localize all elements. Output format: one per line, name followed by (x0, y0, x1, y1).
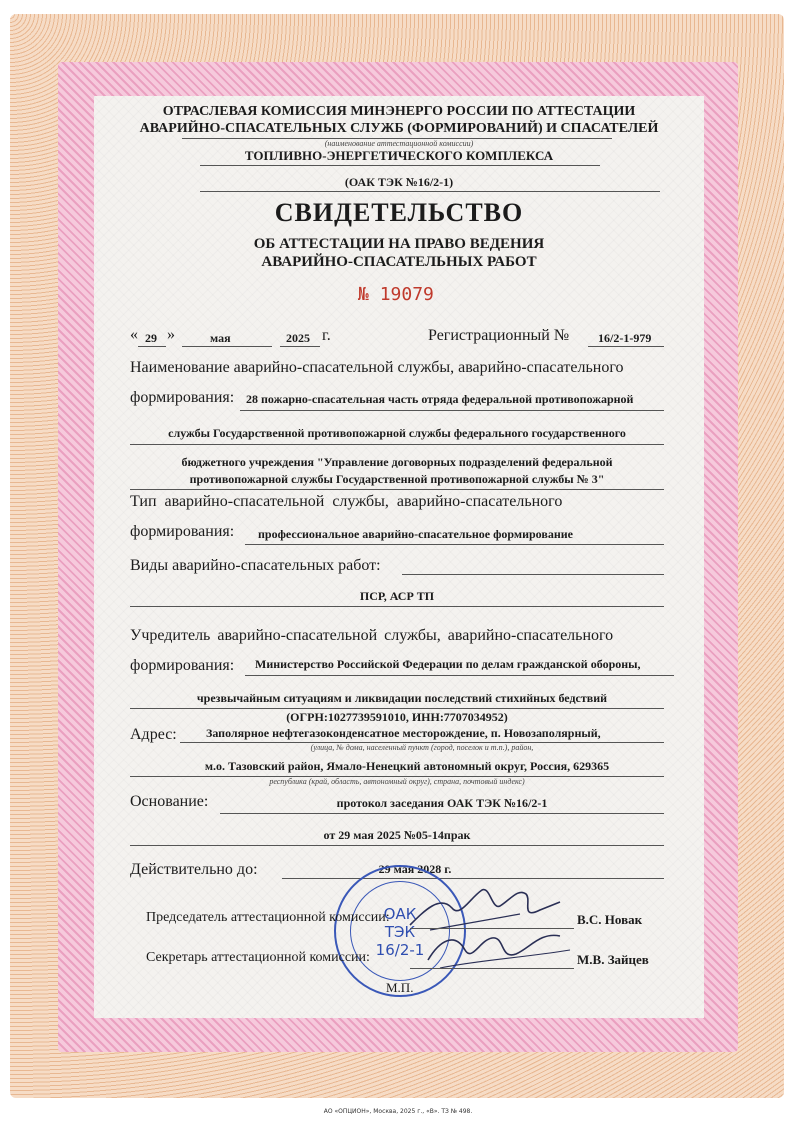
secretary-signature (420, 920, 580, 980)
founder-value-line-2: чрезвычайным ситуациям и ликвидации последствий стихийных бедствий (196, 691, 608, 705)
founder-value-line-3: (ОГРН:1027739591010, ИНН:7707034952) (286, 710, 508, 724)
stamp-line-1: ОАК (383, 905, 417, 923)
founder-underline-1 (245, 675, 674, 676)
date-year-underline (280, 346, 320, 347)
valid-label: Действительно до: (130, 861, 258, 878)
type-underline (245, 544, 664, 545)
code-underline (200, 191, 660, 192)
name-value-line-2: службы Государственной противопожарной службы федерального государственного (168, 426, 626, 440)
registration-label: Регистрационный № (428, 327, 570, 344)
header-line-1: ОТРАСЛЕВАЯ КОМИССИЯ МИНЭНЕРГО РОССИИ ПО АТТЕСТАЦИИ (162, 104, 636, 119)
number-sign: № (358, 284, 369, 305)
date-year-suffix: г. (322, 327, 331, 344)
address-hint-1: (улица, № дома, населенный пункт (город, поселок и т.п.), район, (310, 743, 534, 752)
stamp-line-2: ТЭК (384, 923, 416, 941)
name-value-line-3: бюджетного учреждения "Управление договорных подразделений федеральной (181, 455, 613, 469)
secretary-label: Секретарь аттестационной комиссии: (146, 950, 370, 965)
secretary-underline (410, 968, 574, 969)
date-day-underline (138, 346, 166, 347)
name-value-line-1: 28 пожарно-спасательная часть отряда федеральной противопожарной (246, 392, 634, 406)
date-month-underline (182, 346, 272, 347)
header-line-3: ТОПЛИВНО-ЭНЕРГЕТИЧЕСКОГО КОМПЛЕКСА (244, 148, 554, 163)
basis-label: Основание: (130, 793, 209, 810)
date-open-quote: « (130, 326, 138, 343)
founder-value-line-1: Министерство Российской Федерации по делам гражданской обороны, (255, 657, 641, 671)
date-close-quote: » (167, 326, 175, 343)
stamp-line-3: 16/2-1 (375, 941, 425, 959)
works-label: Виды аварийно-спасательных работ: (130, 557, 381, 574)
name-label-1: Наименование аварийно-спасательной службы, аварийно-спасательного (130, 359, 624, 376)
name-value-line-4: противопожарной службы Государственной противопожарной службы № 3" (189, 472, 605, 486)
header-line-2: АВАРИЙНО-СПАСАТЕЛЬНЫХ СЛУЖБ (ФОРМИРОВАНИЙ) И СПАСАТЕЛЕЙ (139, 121, 659, 136)
registration-underline (588, 346, 664, 347)
printer-imprint: АО «ОПЦИОН», Москва, 2025 г., «В». ТЗ № 498. (323, 1108, 473, 1115)
header-line-3-underline (200, 165, 600, 166)
name-underline-2 (130, 444, 664, 445)
name-underline-1 (240, 410, 664, 411)
number-value: 19079 (379, 284, 434, 305)
type-value: профессиональное аварийно-спасательное формирование (258, 527, 573, 541)
date-day: 29 (145, 331, 157, 345)
founder-underline-2 (130, 708, 664, 709)
registration-value: 16/2-1-979 (598, 331, 652, 345)
address-value-line-2: м.о. Тазовский район, Ямало-Ненецкий автономный округ, Россия, 629365 (204, 759, 610, 773)
type-label-2: формирования: (130, 523, 235, 540)
basis-value-line-1: протокол заседания ОАК ТЭК №16/2-1 (336, 796, 548, 810)
certificate-number (358, 284, 434, 305)
date-year: 2025 (286, 331, 310, 345)
valid-underline (282, 878, 664, 879)
address-value-line-1: Заполярное нефтегазоконденсатное месторождение, п. Новозаполярный, (206, 726, 601, 740)
date-month: мая (210, 331, 231, 345)
name-underline-3 (130, 489, 664, 490)
header-hint: (наименование аттестационной комиссии) (324, 139, 474, 148)
works-underline-2 (130, 606, 664, 607)
valid-value: 29 мая 2028 г. (378, 862, 452, 876)
basis-underline-2 (130, 845, 664, 846)
founder-label-1: Учредитель аварийно-спасательной службы, аварийно-спасательного (130, 627, 614, 644)
commission-code: (ОАК ТЭК №16/2-1) (344, 175, 454, 189)
certificate-subtitle-2: АВАРИЙНО-СПАСАТЕЛЬНЫХ РАБОТ (261, 254, 537, 270)
founder-label-2: формирования: (130, 657, 235, 674)
type-label-1: Тип аварийно-спасательной службы, аварийно-спасательного (130, 493, 563, 510)
works-underline-1 (402, 574, 664, 575)
address-label: Адрес: (130, 726, 177, 743)
works-value: ПСР, АСР ТП (359, 589, 435, 603)
name-label-2: формирования: (130, 389, 235, 406)
secretary-name: М.В. Зайцев (577, 952, 649, 967)
basis-underline-1 (220, 813, 664, 814)
address-hint-2: республика (край, область, автономный округ), страна, почтовый индекс) (269, 777, 525, 786)
chairman-label: Председатель аттестационной комиссии: (146, 910, 390, 925)
stamp-place-mark: М.П. (386, 980, 414, 995)
chairman-name: В.С. Новак (577, 912, 643, 927)
certificate-subtitle-1: ОБ АТТЕСТАЦИИ НА ПРАВО ВЕДЕНИЯ (253, 236, 545, 252)
certificate-title: СВИДЕТЕЛЬСТВО (274, 198, 524, 227)
basis-value-line-2: от 29 мая 2025 №05-14прак (323, 828, 471, 842)
